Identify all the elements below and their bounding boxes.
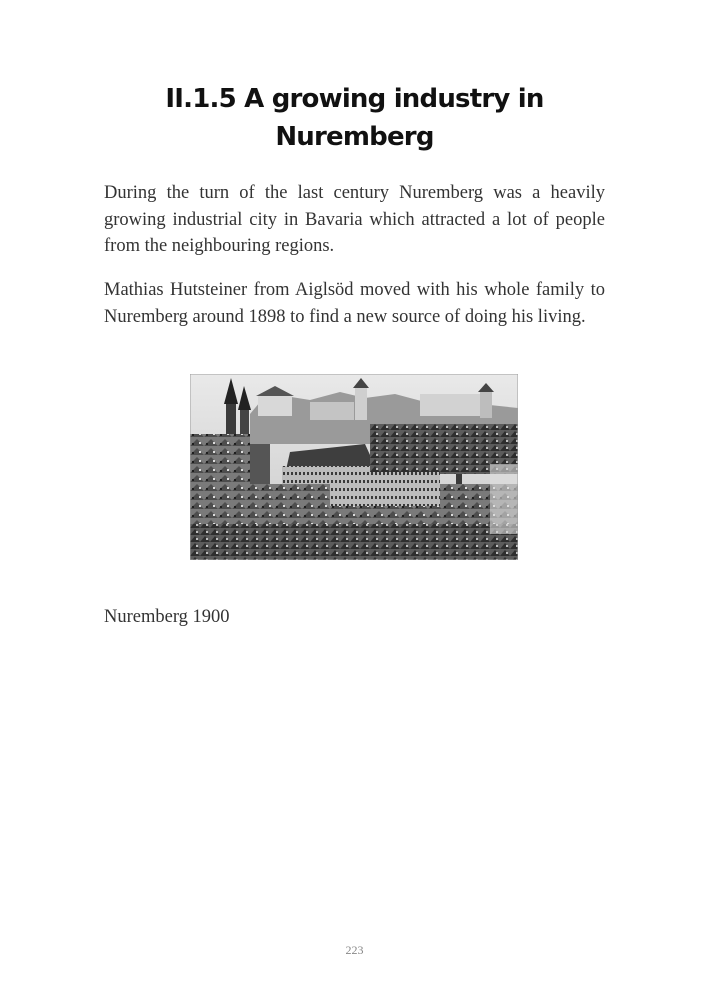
nuremberg-photo: [190, 374, 518, 560]
section-title-line-2: Nuremberg: [275, 122, 434, 152]
photo-caption: Nuremberg 1900: [104, 607, 230, 627]
page-number: 223: [345, 943, 364, 957]
section-title-line-1: II.1.5 A growing industry in: [165, 84, 544, 114]
section-title: [104, 80, 605, 156]
paragraph-hutsteiner-move: Mathias Hutsteiner from Aiglsöd moved with his whole family to Nuremberg around 1898 to find a new source of doing his living.: [104, 280, 605, 327]
paragraph-industrial-growth: During the turn of the last century Nuremberg was a heavily growing industrial city in Bavaria which attracted a lot of people from the neighbouring regions.: [104, 183, 605, 256]
